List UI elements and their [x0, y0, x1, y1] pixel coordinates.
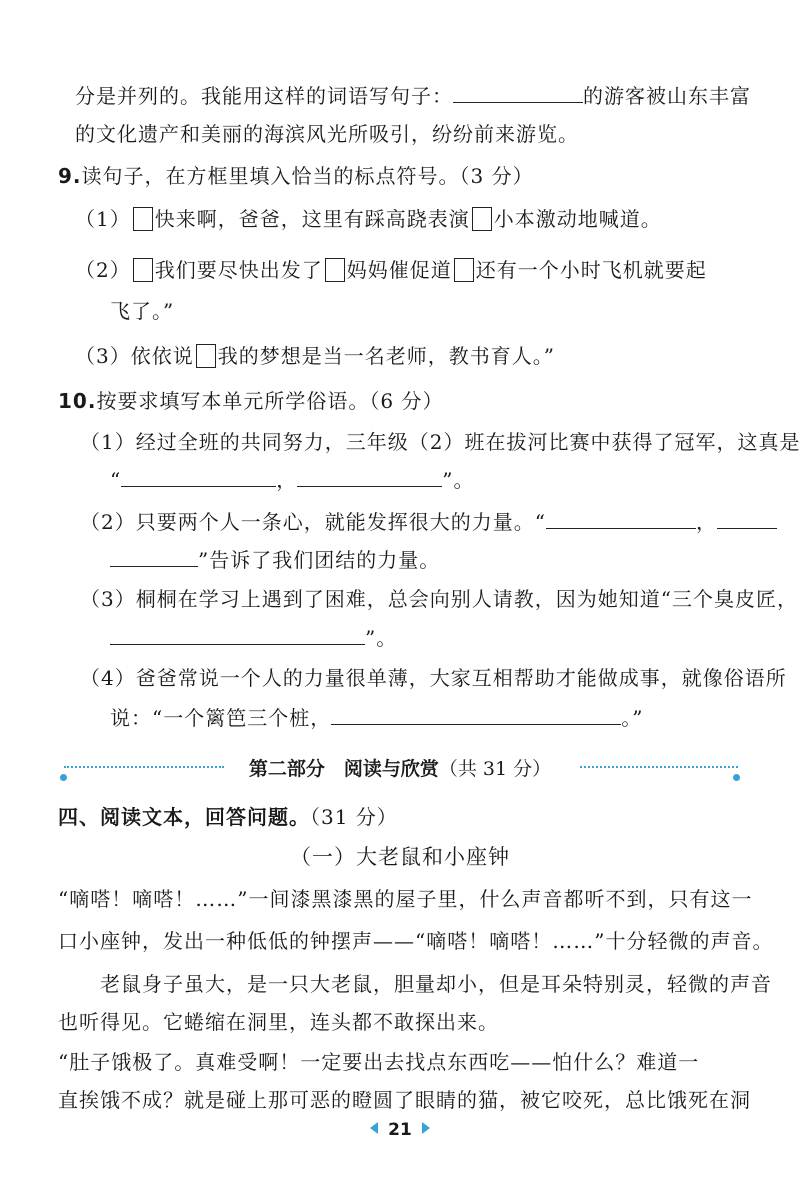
para-text: 口小座钟，发出一种低低的钟摆声——“嘀嗒！嘀嗒！……”十分轻微的声音。: [58, 929, 774, 953]
q9-sentence-3: [75, 342, 555, 370]
story-para-2-line-2: [58, 1008, 499, 1036]
q9-s2-label: （2）: [75, 258, 131, 282]
punct-box[interactable]: [325, 258, 345, 282]
q10-p2: [80, 508, 777, 536]
q9-s1-label: （1）: [75, 207, 131, 231]
q10-p1: [80, 428, 800, 456]
story-para-1-line-1: [58, 885, 752, 913]
q10-heading: [58, 387, 444, 415]
next-page-icon[interactable]: [422, 1122, 430, 1134]
punct-box[interactable]: [472, 207, 492, 231]
q9-s1-text: 快来啊，爸爸，这里有踩高跷表演: [154, 207, 470, 231]
divider-dot-right: [733, 774, 740, 781]
q10-p3-text: （3）桐桐在学习上遇到了困难，总会向别人请教，因为她知道“三个臭皮匠，: [80, 587, 798, 611]
q10-p3: [80, 585, 798, 613]
q8-text-b: 的游客被山东丰富: [583, 84, 751, 108]
q9-sentence-2: [75, 256, 707, 284]
q9-s2-text3: 还有一个小时飞机就要起: [475, 258, 707, 282]
section-divider: [60, 750, 740, 790]
q10-p4: [80, 664, 787, 692]
story-title: [0, 843, 800, 871]
q10-p1-blanks: [110, 466, 474, 494]
q10-p3-end: ”。: [365, 626, 398, 650]
punct-box[interactable]: [133, 258, 153, 282]
section-title-score: （共 31 分）: [438, 758, 552, 780]
q10-p4-end: 。”: [621, 706, 644, 730]
page-footer: [0, 1120, 800, 1140]
quote-close: ”。: [442, 468, 475, 492]
para-text: 直挨饿不成？就是碰上那可恶的瞪圆了眼睛的猫，被它咬死，总比饿死在洞: [58, 1088, 751, 1112]
story-title-text: （一）大老鼠和小座钟: [290, 845, 510, 869]
part4-heading: [58, 803, 398, 831]
story-para-2-line-1: [100, 970, 772, 998]
part4-title: 四、阅读文本，回答问题。: [58, 805, 310, 829]
q9-title: 读句子，在方框里填入恰当的标点符号。（3 分）: [81, 164, 534, 188]
q8-line-2: [75, 120, 579, 148]
punct-box[interactable]: [454, 258, 474, 282]
q9-heading: [58, 162, 534, 190]
q9-sentence-1: [75, 205, 662, 233]
q9-s3-text: 我的梦想是当一名老师，教书育人。”: [217, 344, 555, 368]
punct-box[interactable]: [133, 207, 153, 231]
story-para-3-line-2: [58, 1086, 751, 1114]
part4-score: （31 分）: [310, 805, 398, 829]
section-title-main: 第二部分 阅读与欣赏: [248, 758, 439, 780]
q8-line-1: [75, 82, 751, 110]
q9-s3-label: （3）依依说: [75, 344, 194, 368]
q10-p4-cont: [110, 704, 643, 732]
q10-title: 按要求填写本单元所学俗语。（6 分）: [96, 389, 444, 413]
q8-answer-blank[interactable]: [453, 82, 583, 103]
answer-blank[interactable]: [110, 624, 365, 645]
answer-blank[interactable]: [331, 704, 621, 725]
answer-blank[interactable]: [297, 466, 442, 487]
answer-blank[interactable]: [717, 508, 777, 529]
q8-text-c: 的文化遗产和美丽的海滨风光所吸引，纷纷前来游览。: [75, 122, 579, 146]
q10-p4-text: （4）爸爸常说一个人的力量很单薄，大家互相帮助才能做成事，就像俗语所: [80, 666, 787, 690]
q10-number: 10.: [58, 389, 97, 413]
answer-blank[interactable]: [121, 466, 276, 487]
q8-text-a: 分是并列的。我能用这样的词语写句子：: [75, 84, 453, 108]
story-para-3-line-1: [58, 1048, 699, 1076]
q9-s2-text2: 妈妈催促道: [346, 258, 452, 282]
para-text: “肚子饿极了。真难受啊！一定要出去找点东西吃——怕什么？难道一: [58, 1050, 700, 1074]
q10-p4-text2: 说：“一个篱笆三个桩，: [110, 706, 332, 730]
quote-open: “: [110, 468, 122, 492]
q10-p2-cont: [110, 546, 440, 574]
q10-p2-end: ”告诉了我们团结的力量。: [198, 548, 441, 572]
story-para-1-line-2: [58, 927, 773, 955]
prev-page-icon[interactable]: [370, 1122, 378, 1134]
q9-s1-end: 小本激动地喊道。: [493, 207, 662, 231]
answer-blank[interactable]: [546, 508, 696, 529]
punct-box[interactable]: [196, 344, 216, 368]
q9-sentence-2-cont: [110, 297, 174, 325]
q9-s2-text: 我们要尽快出发了: [154, 258, 323, 282]
page-number: 21: [388, 1120, 412, 1140]
comma: ，: [276, 468, 298, 492]
q10-p1-text: （1）经过全班的共同努力，三年级（2）班在拔河比赛中获得了冠军，这真是: [80, 430, 800, 454]
para-text: 老鼠身子虽大，是一只大老鼠，胆量却小，但是耳朵特别灵，轻微的声音: [100, 972, 772, 996]
q9-number: 9.: [58, 164, 82, 188]
q10-p2-text: （2）只要两个人一条心，就能发挥很大的力量。“: [80, 510, 546, 534]
divider-line-right: [580, 766, 738, 768]
q10-p3-cont: [110, 624, 397, 652]
comma: ，: [695, 510, 717, 534]
para-text: 也听得见。它蜷缩在洞里，连头都不敢探出来。: [58, 1010, 499, 1034]
q9-s2-end: 飞了。”: [110, 299, 175, 323]
para-text: “嘀嗒！嘀嗒！……”一间漆黑漆黑的屋子里，什么声音都听不到，只有这一: [58, 887, 753, 911]
answer-blank[interactable]: [110, 546, 198, 567]
